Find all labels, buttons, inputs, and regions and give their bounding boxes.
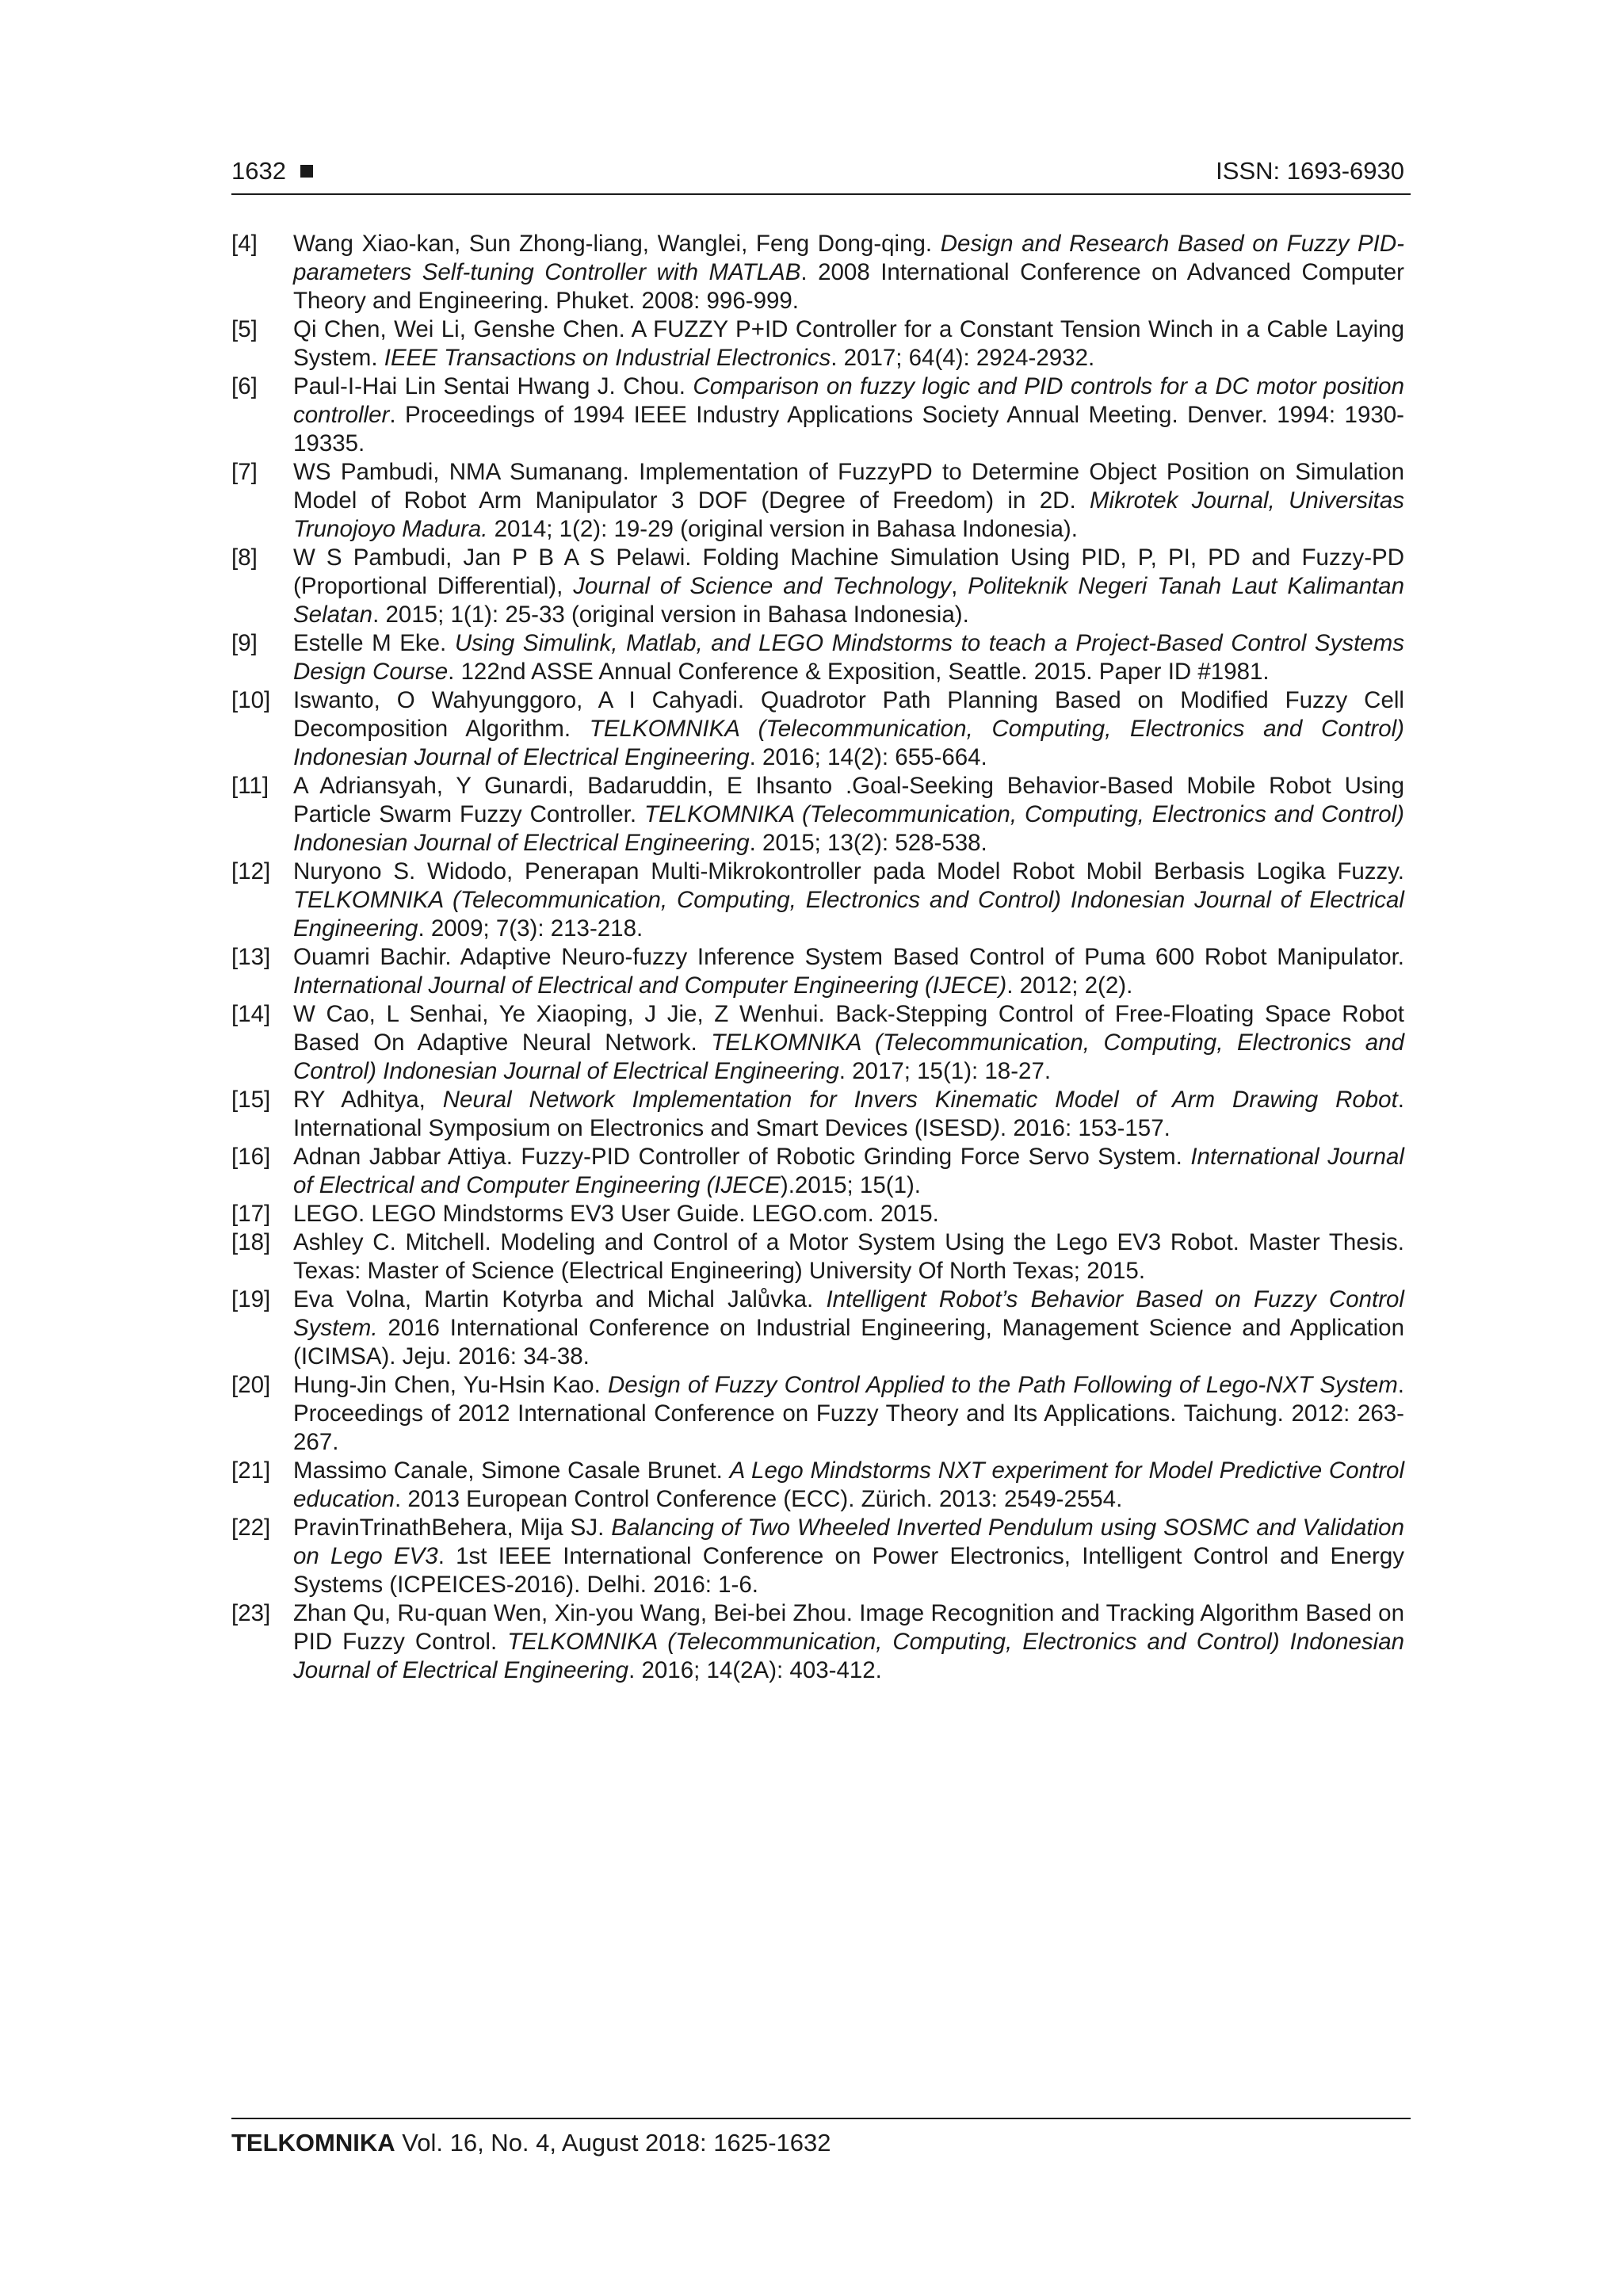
reference-segment: W Cao, L Senhai, Ye Xiaoping, J Jie, Z Wenhui. Back-Stepping Control of Free-Floating Space Robot Based On Adaptive Neural Network.: [293, 1001, 1404, 1056]
reference-number: [10]: [231, 687, 271, 713]
reference-number: [13]: [231, 944, 271, 970]
reference-italic-segment: TELKOMNIKA (Telecommunication, Computing, Electronics and Control) Indonesian Journal of Electrical Engineering: [293, 887, 1404, 942]
reference-number: [11]: [231, 773, 269, 799]
reference-italic-segment: TELKOMNIKA (Telecommunication, Computing, Electronics and Control) Indonesian Journal of Electrical Engineering: [293, 1030, 1404, 1084]
reference-text: [293, 772, 1404, 858]
reference-text: [293, 1228, 1404, 1286]
reference-text: [293, 686, 1404, 772]
reference-item: [231, 858, 1404, 943]
reference-number: [18]: [231, 1229, 271, 1255]
reference-segment: . Proceedings of 2012 International Conference on Fuzzy Theory and Its Applications. Taichung. 2012: 263-267.: [293, 1372, 1404, 1455]
reference-text: [293, 544, 1404, 629]
reference-number: [20]: [231, 1372, 271, 1398]
reference-italic-segment: Neural Network Implementation for Invers Kinematic Model of Arm Drawing Robot: [442, 1087, 1398, 1113]
reference-italic-segment: Comparison on fuzzy logic and PID controls for a DC motor position controller: [293, 373, 1404, 428]
reference-segment: ,: [951, 573, 968, 599]
reference-segment: . 2015; 1(1): 25-33 (original version in Bahasa Indonesia).: [372, 602, 969, 628]
reference-segment: Paul-I-Hai Lin Sentai Hwang J. Chou.: [293, 373, 693, 399]
reference-text: [293, 1143, 1404, 1200]
reference-italic-segment: Journal of Science and Technology: [573, 573, 952, 599]
reference-segment: Hung-Jin Chen, Yu-Hsin Kao.: [293, 1372, 608, 1398]
reference-item: [231, 230, 1404, 315]
reference-segment: ).2015; 15(1).: [780, 1172, 921, 1198]
reference-italic-segment: TELKOMNIKA (Telecommunication, Computing, Electronics and Control) Indonesian Journal of Electrical Engineering: [293, 716, 1404, 770]
reference-segment: Ouamri Bachir. Adaptive Neuro-fuzzy Inference System Based Control of Puma 600 Robot Manipulator.: [293, 944, 1404, 970]
reference-italic-segment: Politeknik Negeri Tanah Laut Kalimantan Selatan: [293, 573, 1404, 628]
reference-segment: Ashley C. Mitchell. Modeling and Control of a Motor System Using the Lego EV3 Robot. Master Thesis. Texas: Master of Science (Electrical Engineering) University Of North Texas; 2015.: [293, 1229, 1404, 1284]
reference-number: [7]: [231, 459, 258, 485]
reference-item: [231, 943, 1404, 1000]
reference-text: [293, 1200, 1404, 1228]
reference-segment: W S Pambudi, Jan P B A S Pelawi. Folding Machine Simulation Using PID, P, PI, PD and Fuzzy-PD (Proportional Differential),: [293, 544, 1404, 599]
reference-segment: Massimo Canale, Simone Casale Brunet.: [293, 1457, 730, 1484]
reference-segment: 2014; 1(2): 19-29 (original version in Bahasa Indonesia).: [487, 516, 1078, 542]
reference-number: [22]: [231, 1515, 271, 1541]
reference-text: [293, 1514, 1404, 1599]
reference-number: [17]: [231, 1201, 271, 1227]
reference-segment: . 2016; 14(2A): 403-412.: [628, 1657, 882, 1683]
reference-italic-segment: Design of Fuzzy Control Applied to the Path Following of Lego-NXT System: [607, 1372, 1398, 1398]
reference-number: [16]: [231, 1144, 271, 1170]
issn-label: ISSN: 1693-6930: [1216, 157, 1404, 185]
reference-segment: PravinTrinathBehera, Mija SJ.: [293, 1515, 612, 1541]
reference-number: [9]: [231, 630, 258, 656]
reference-italic-segment: International Journal of Electrical and Computer Engineering (IJECE): [293, 972, 1007, 999]
reference-item: [231, 315, 1404, 372]
reference-number: [6]: [231, 373, 258, 399]
reference-segment: Wang Xiao-kan, Sun Zhong-liang, Wanglei, Feng Dong-qing.: [293, 231, 941, 257]
reference-italic-segment: IEEE Transactions on Industrial Electronics: [384, 345, 831, 371]
reference-segment: . 122nd ASSE Annual Conference & Exposition, Seattle. 2015. Paper ID #1981.: [448, 659, 1270, 685]
reference-segment: . 2016; 14(2): 655-664.: [749, 744, 987, 770]
reference-italic-segment: Intelligent Robot’s Behavior Based on Fuzzy Control System.: [293, 1286, 1404, 1341]
header-left: [231, 155, 313, 187]
reference-text: [293, 1599, 1404, 1685]
reference-italic-segment: Mikrotek Journal, Universitas Trunojoyo Madura.: [293, 487, 1404, 542]
reference-item: [231, 1143, 1404, 1200]
reference-segment: Eva Volna, Martin Kotyrba and Michal Jalůvka.: [293, 1286, 827, 1312]
reference-italic-segment: A Lego Mindstorms NXT experiment for Model Predictive Control education: [293, 1457, 1405, 1512]
reference-text: [293, 943, 1404, 1000]
reference-text: [293, 230, 1404, 315]
square-bullet-icon: [300, 165, 313, 178]
reference-segment: WS Pambudi, NMA Sumanang. Implementation of FuzzyPD to Determine Object Position on Simulation Model of Robot Arm Manipulator 3 DOF (Degree of Freedom) in 2D.: [293, 459, 1404, 514]
reference-item: [231, 458, 1404, 544]
reference-number: [21]: [231, 1457, 271, 1484]
journal-name: TELKOMNIKA: [231, 2129, 395, 2157]
reference-segment: . 2008 International Conference on Advanced Computer Theory and Engineering. Phuket. 2008: 996-999.: [293, 259, 1404, 314]
reference-item: [231, 1599, 1404, 1685]
reference-item: [231, 1228, 1404, 1286]
reference-segment: . 2012; 2(2).: [1006, 972, 1133, 999]
reference-text: [293, 1286, 1404, 1371]
reference-text: [293, 1457, 1404, 1514]
reference-number: [5]: [231, 316, 258, 342]
reference-number: [4]: [231, 231, 258, 257]
reference-item: [231, 1286, 1404, 1371]
reference-text: [293, 1086, 1404, 1143]
reference-segment: Adnan Jabbar Attiya. Fuzzy-PID Controller of Robotic Grinding Force Servo System.: [293, 1144, 1191, 1170]
reference-segment: . 1st IEEE International Conference on Power Electronics, Intelligent Control and Energy Systems (ICPEICES-2016). Delhi. 2016: 1-6.: [293, 1543, 1404, 1598]
reference-number: [12]: [231, 858, 271, 884]
reference-item: [231, 1514, 1404, 1599]
reference-segment: A Adriansyah, Y Gunardi, Badaruddin, E Ihsanto .Goal-Seeking Behavior-Based Mobile Robot Using Particle Swarm Fuzzy Controller.: [293, 773, 1404, 827]
reference-segment: Estelle M Eke.: [293, 630, 455, 656]
reference-item: [231, 629, 1404, 686]
reference-segment: Qi Chen, Wei Li, Genshe Chen. A FUZZY P+ID Controller for a Constant Tension Winch in a Cable Laying System.: [293, 316, 1404, 371]
reference-segment: . 2016: 153-157.: [999, 1115, 1170, 1141]
reference-italic-segment: International Journal of Electrical and Computer Engineering (IJECE: [293, 1144, 1404, 1198]
running-header: [231, 155, 1404, 187]
reference-text: [293, 629, 1404, 686]
reference-text: [293, 1000, 1404, 1086]
reference-item: [231, 1086, 1404, 1143]
reference-item: [231, 1200, 1404, 1228]
reference-segment: . International Symposium on Electronics and Smart Devices (ISESD: [293, 1087, 1404, 1141]
reference-item: [231, 1000, 1404, 1086]
reference-number: [19]: [231, 1286, 271, 1312]
reference-segment: 2016 International Conference on Industrial Engineering, Management Science and Application (ICIMSA). Jeju. 2016: 34-38.: [293, 1315, 1404, 1370]
reference-italic-segment: Design and Research Based on Fuzzy PID-parameters Self-tuning Controller with MATLAB: [293, 231, 1404, 285]
reference-segment: . 2013 European Control Conference (ECC). Zürich. 2013: 2549-2554.: [394, 1486, 1123, 1512]
reference-segment: LEGO. LEGO Mindstorms EV3 User Guide. LEGO.com. 2015.: [293, 1201, 939, 1227]
reference-number: [23]: [231, 1600, 271, 1626]
reference-number: [8]: [231, 544, 258, 571]
reference-text: [293, 1371, 1404, 1457]
reference-segment: RY Adhitya,: [293, 1087, 443, 1113]
reference-italic-segment: TELKOMNIKA (Telecommunication, Computing, Electronics and Control) Indonesian Journal of Electrical Engineering: [293, 801, 1404, 856]
reference-italic-segment: TELKOMNIKA (Telecommunication, Computing, Electronics and Control) Indonesian Journal of Electrical Engineering: [293, 1629, 1405, 1683]
reference-text: [293, 458, 1404, 544]
page-number: 1632: [231, 157, 286, 185]
reference-italic-segment: Balancing of Two Wheeled Inverted Pendulum using SOSMC and Validation on Lego EV3: [293, 1515, 1404, 1569]
reference-item: [231, 544, 1404, 629]
reference-text: [293, 315, 1404, 372]
reference-text: [293, 372, 1404, 458]
reference-segment: Nuryono S. Widodo, Penerapan Multi-Mikrokontroller pada Model Robot Mobil Berbasis Logika Fuzzy.: [293, 858, 1404, 884]
reference-item: [231, 1371, 1404, 1457]
reference-italic-segment: Using Simulink, Matlab, and LEGO Mindstorms to teach a Project-Based Control Systems Design Course: [293, 630, 1405, 685]
reference-item: [231, 372, 1404, 458]
reference-segment: . 2017; 15(1): 18-27.: [838, 1058, 1052, 1084]
reference-segment: Iswanto, O Wahyunggoro, A I Cahyadi. Quadrotor Path Planning Based on Modified Fuzzy Cell Decomposition Algorithm.: [293, 687, 1404, 742]
reference-segment: . 2009; 7(3): 213-218.: [418, 915, 643, 942]
reference-item: [231, 772, 1404, 858]
footer-rule: [231, 2118, 1411, 2119]
reference-number: [14]: [231, 1001, 271, 1027]
reference-item: [231, 1457, 1404, 1514]
reference-segment: . 2017; 64(4): 2924-2932.: [831, 345, 1095, 371]
reference-number: [15]: [231, 1087, 271, 1113]
reference-text: [293, 858, 1404, 943]
reference-list: [231, 230, 1404, 1685]
header-rule: [231, 193, 1411, 195]
reference-segment: Zhan Qu, Ru-quan Wen, Xin-you Wang, Bei-bei Zhou. Image Recognition and Tracking Algorithm Based on PID Fuzzy Control.: [293, 1600, 1404, 1655]
reference-italic-segment: ): [992, 1115, 1000, 1141]
issue-details: Vol. 16, No. 4, August 2018: 1625-1632: [402, 2129, 831, 2157]
reference-item: [231, 686, 1404, 772]
reference-segment: . Proceedings of 1994 IEEE Industry Applications Society Annual Meeting. Denver. 1994: 1930-19335.: [293, 402, 1404, 457]
running-footer: [231, 2127, 831, 2159]
reference-segment: . 2015; 13(2): 528-538.: [749, 830, 987, 856]
